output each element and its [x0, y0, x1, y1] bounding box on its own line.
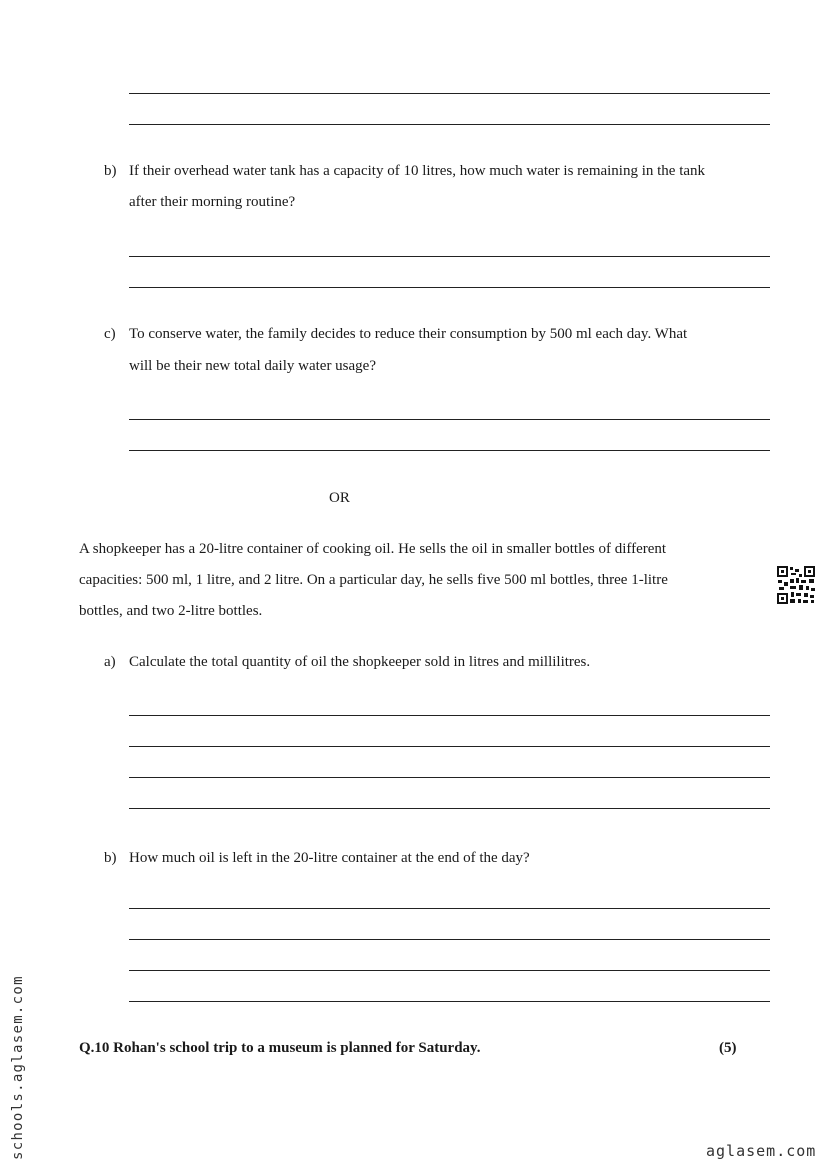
question-label-c: c) [104, 326, 116, 342]
footer-watermark: aglasem.com [706, 1142, 817, 1160]
question-c-line1: To conserve water, the family decides to reduce their consumption by 500 ml each day. What [129, 326, 688, 342]
answer-line [129, 746, 770, 747]
answer-line [129, 970, 770, 971]
answer-line [129, 419, 770, 420]
question-10-title: Q.10 Rohan's school trip to a museum is planned for Saturday. [79, 1040, 481, 1056]
answer-line [129, 93, 770, 94]
qr-code-icon [776, 565, 816, 605]
alt-question-label-b: b) [104, 850, 117, 866]
alt-question-label-a: a) [104, 654, 116, 670]
answer-line [129, 908, 770, 909]
question-10-marks: (5) [719, 1040, 737, 1056]
answer-line [129, 715, 770, 716]
question-label-b: b) [104, 163, 117, 179]
alt-question-b: How much oil is left in the 20-litre container at the end of the day? [129, 850, 530, 866]
answer-line [129, 1001, 770, 1002]
answer-line [129, 124, 770, 125]
question-b-line2: after their morning routine? [129, 194, 296, 210]
alt-question-a: Calculate the total quantity of oil the shopkeeper sold in litres and millilitres. [129, 654, 591, 670]
question-b-line1: If their overhead water tank has a capacity of 10 litres, how much water is remaining in the tank [129, 163, 706, 179]
alt-intro-line1: A shopkeeper has a 20-litre container of cooking oil. He sells the oil in smaller bottles of different [79, 541, 667, 557]
answer-line [129, 256, 770, 257]
answer-line [129, 939, 770, 940]
side-watermark: schools.aglasem.com [10, 975, 26, 1160]
question-c-line2: will be their new total daily water usage? [129, 358, 376, 374]
answer-line [129, 450, 770, 451]
or-separator: OR [329, 490, 350, 506]
answer-line [129, 287, 770, 288]
answer-line [129, 777, 770, 778]
alt-intro-line2: capacities: 500 ml, 1 litre, and 2 litre. On a particular day, he sells five 500 ml bottles, three 1-litre [79, 572, 668, 588]
answer-line [129, 808, 770, 809]
alt-intro-line3: bottles, and two 2-litre bottles. [79, 603, 263, 619]
